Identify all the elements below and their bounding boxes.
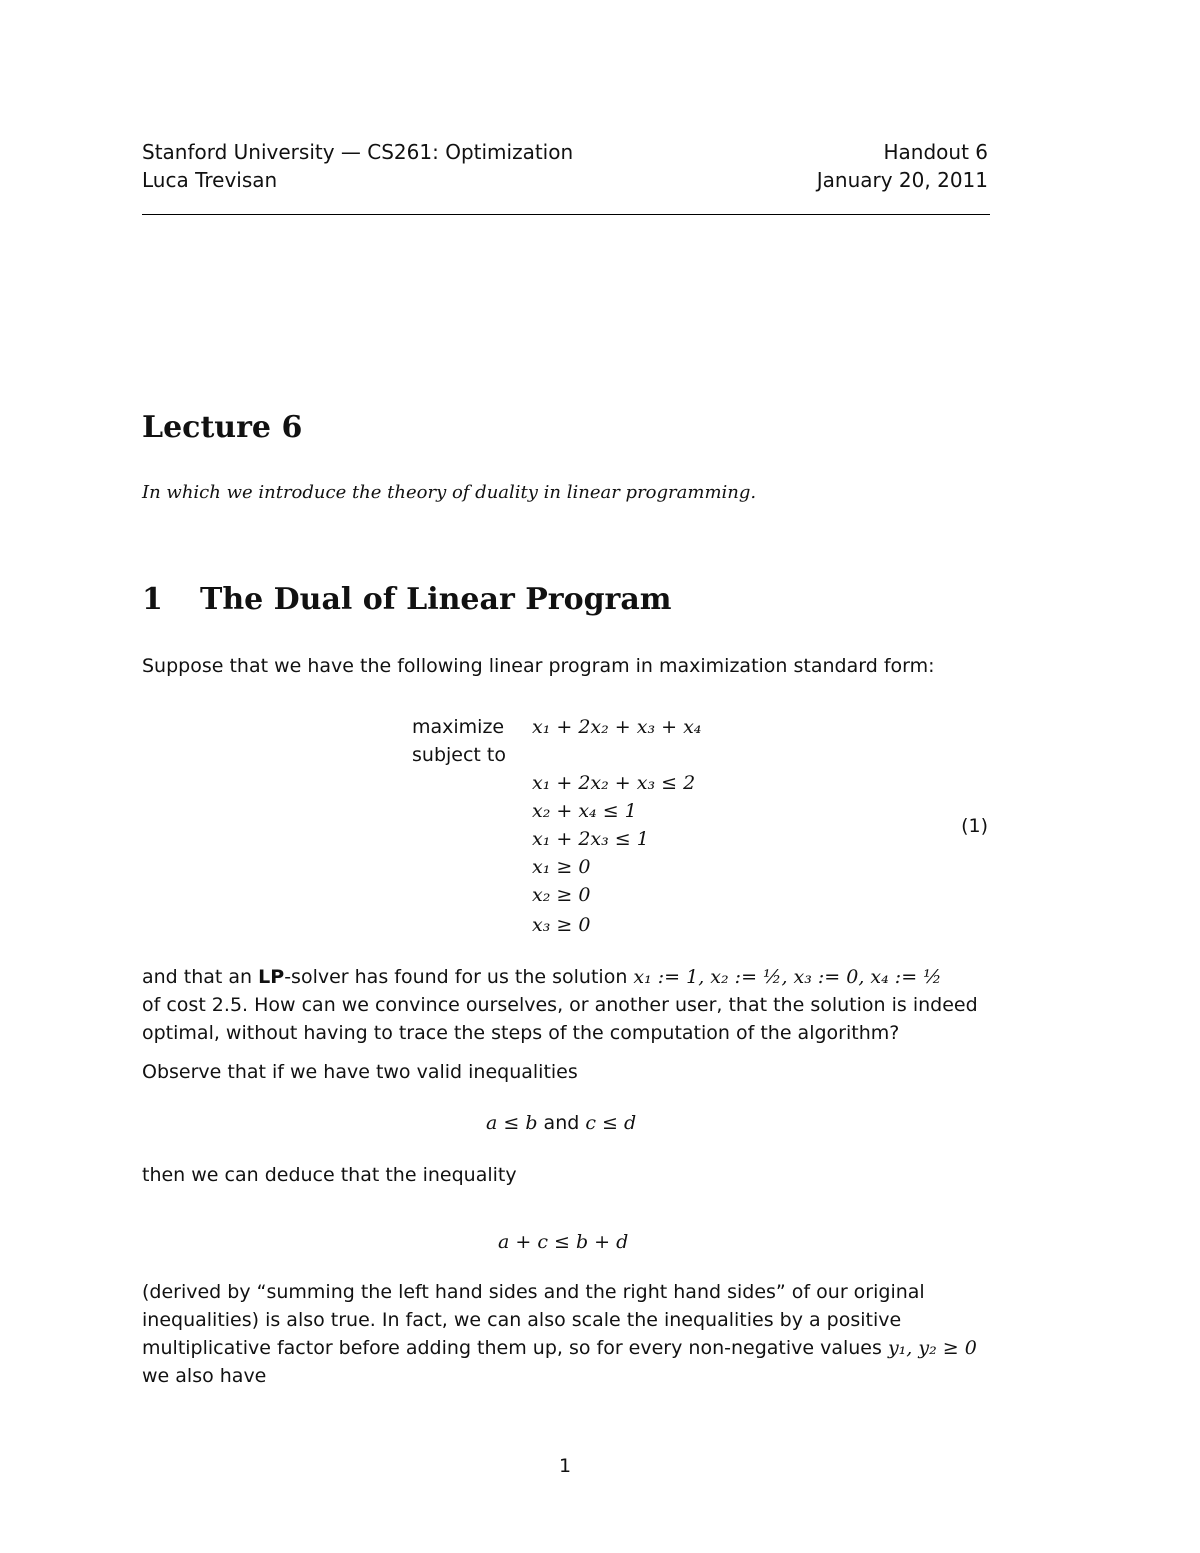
lp-constraint: x₁ ≥ 0 — [532, 856, 591, 878]
lp-maximize-label: maximize — [412, 716, 505, 738]
solution-line-3: optimal, without having to trace the steps of the computation of the algorithm? — [142, 1022, 900, 1044]
header-date: January 20, 2011 — [816, 168, 988, 192]
solution-line-1 — [142, 966, 942, 988]
header-course: Stanford University — CS261: Optimization — [142, 140, 574, 164]
lp-constraint: x₂ + x₄ ≤ 1 — [532, 800, 637, 822]
final-line-3-text: multiplicative factor before adding them up, so for every non-negative values — [142, 1337, 882, 1359]
lp-subject-to-label: subject to — [412, 744, 506, 766]
equation-number: (1) — [961, 815, 988, 837]
observe-text: Observe that if we have two valid inequalities — [142, 1061, 578, 1083]
section-title: The Dual of Linear Program — [200, 582, 672, 617]
solution-middle: -solver has found for us the solution — [284, 966, 628, 988]
ineq-and: and — [543, 1112, 580, 1134]
lp-constraint: x₂ ≥ 0 — [532, 884, 591, 906]
final-line-4: we also have — [142, 1365, 267, 1387]
header-rule — [142, 214, 990, 215]
solution-assignments: x₁ := 1, x₂ := ½, x₃ := 0, x₄ := ½ — [633, 966, 942, 988]
ineq-right: c ≤ d — [585, 1112, 637, 1134]
intro-text: Suppose that we have the following linear program in maximization standard form: — [142, 655, 935, 677]
final-line-3-math: y₁, y₂ ≥ 0 — [887, 1337, 977, 1359]
final-line-2: inequalities) is also true. In fact, we can also scale the inequalities by a positive — [142, 1309, 902, 1331]
lp-acronym: LP — [258, 966, 285, 988]
lp-constraint: x₁ + 2x₃ ≤ 1 — [532, 828, 649, 850]
sum-inequality: a + c ≤ b + d — [498, 1231, 629, 1253]
header-author: Luca Trevisan — [142, 168, 278, 192]
final-line-1: (derived by “summing the left hand sides and the right hand sides” of our original — [142, 1281, 925, 1303]
ineq-left: a ≤ b — [486, 1112, 538, 1134]
lecture-title: Lecture 6 — [142, 410, 303, 445]
header-handout: Handout 6 — [883, 140, 988, 164]
solution-line-2: of cost 2.5. How can we convince ourselves, or another user, that the solution is indeed — [142, 994, 978, 1016]
solution-prefix: and that an — [142, 966, 259, 988]
section-number: 1 — [142, 582, 163, 617]
lp-objective: x₁ + 2x₂ + x₃ + x₄ — [532, 716, 702, 738]
inequality-pair — [486, 1112, 636, 1134]
abstract: In which we introduce the theory of duality in linear programming. — [142, 482, 757, 503]
final-line-3 — [142, 1337, 977, 1359]
lp-constraint: x₃ ≥ 0 — [532, 914, 591, 936]
deduce-text: then we can deduce that the inequality — [142, 1164, 517, 1186]
lp-constraint: x₁ + 2x₂ + x₃ ≤ 2 — [532, 772, 696, 794]
page-number: 1 — [559, 1455, 572, 1477]
